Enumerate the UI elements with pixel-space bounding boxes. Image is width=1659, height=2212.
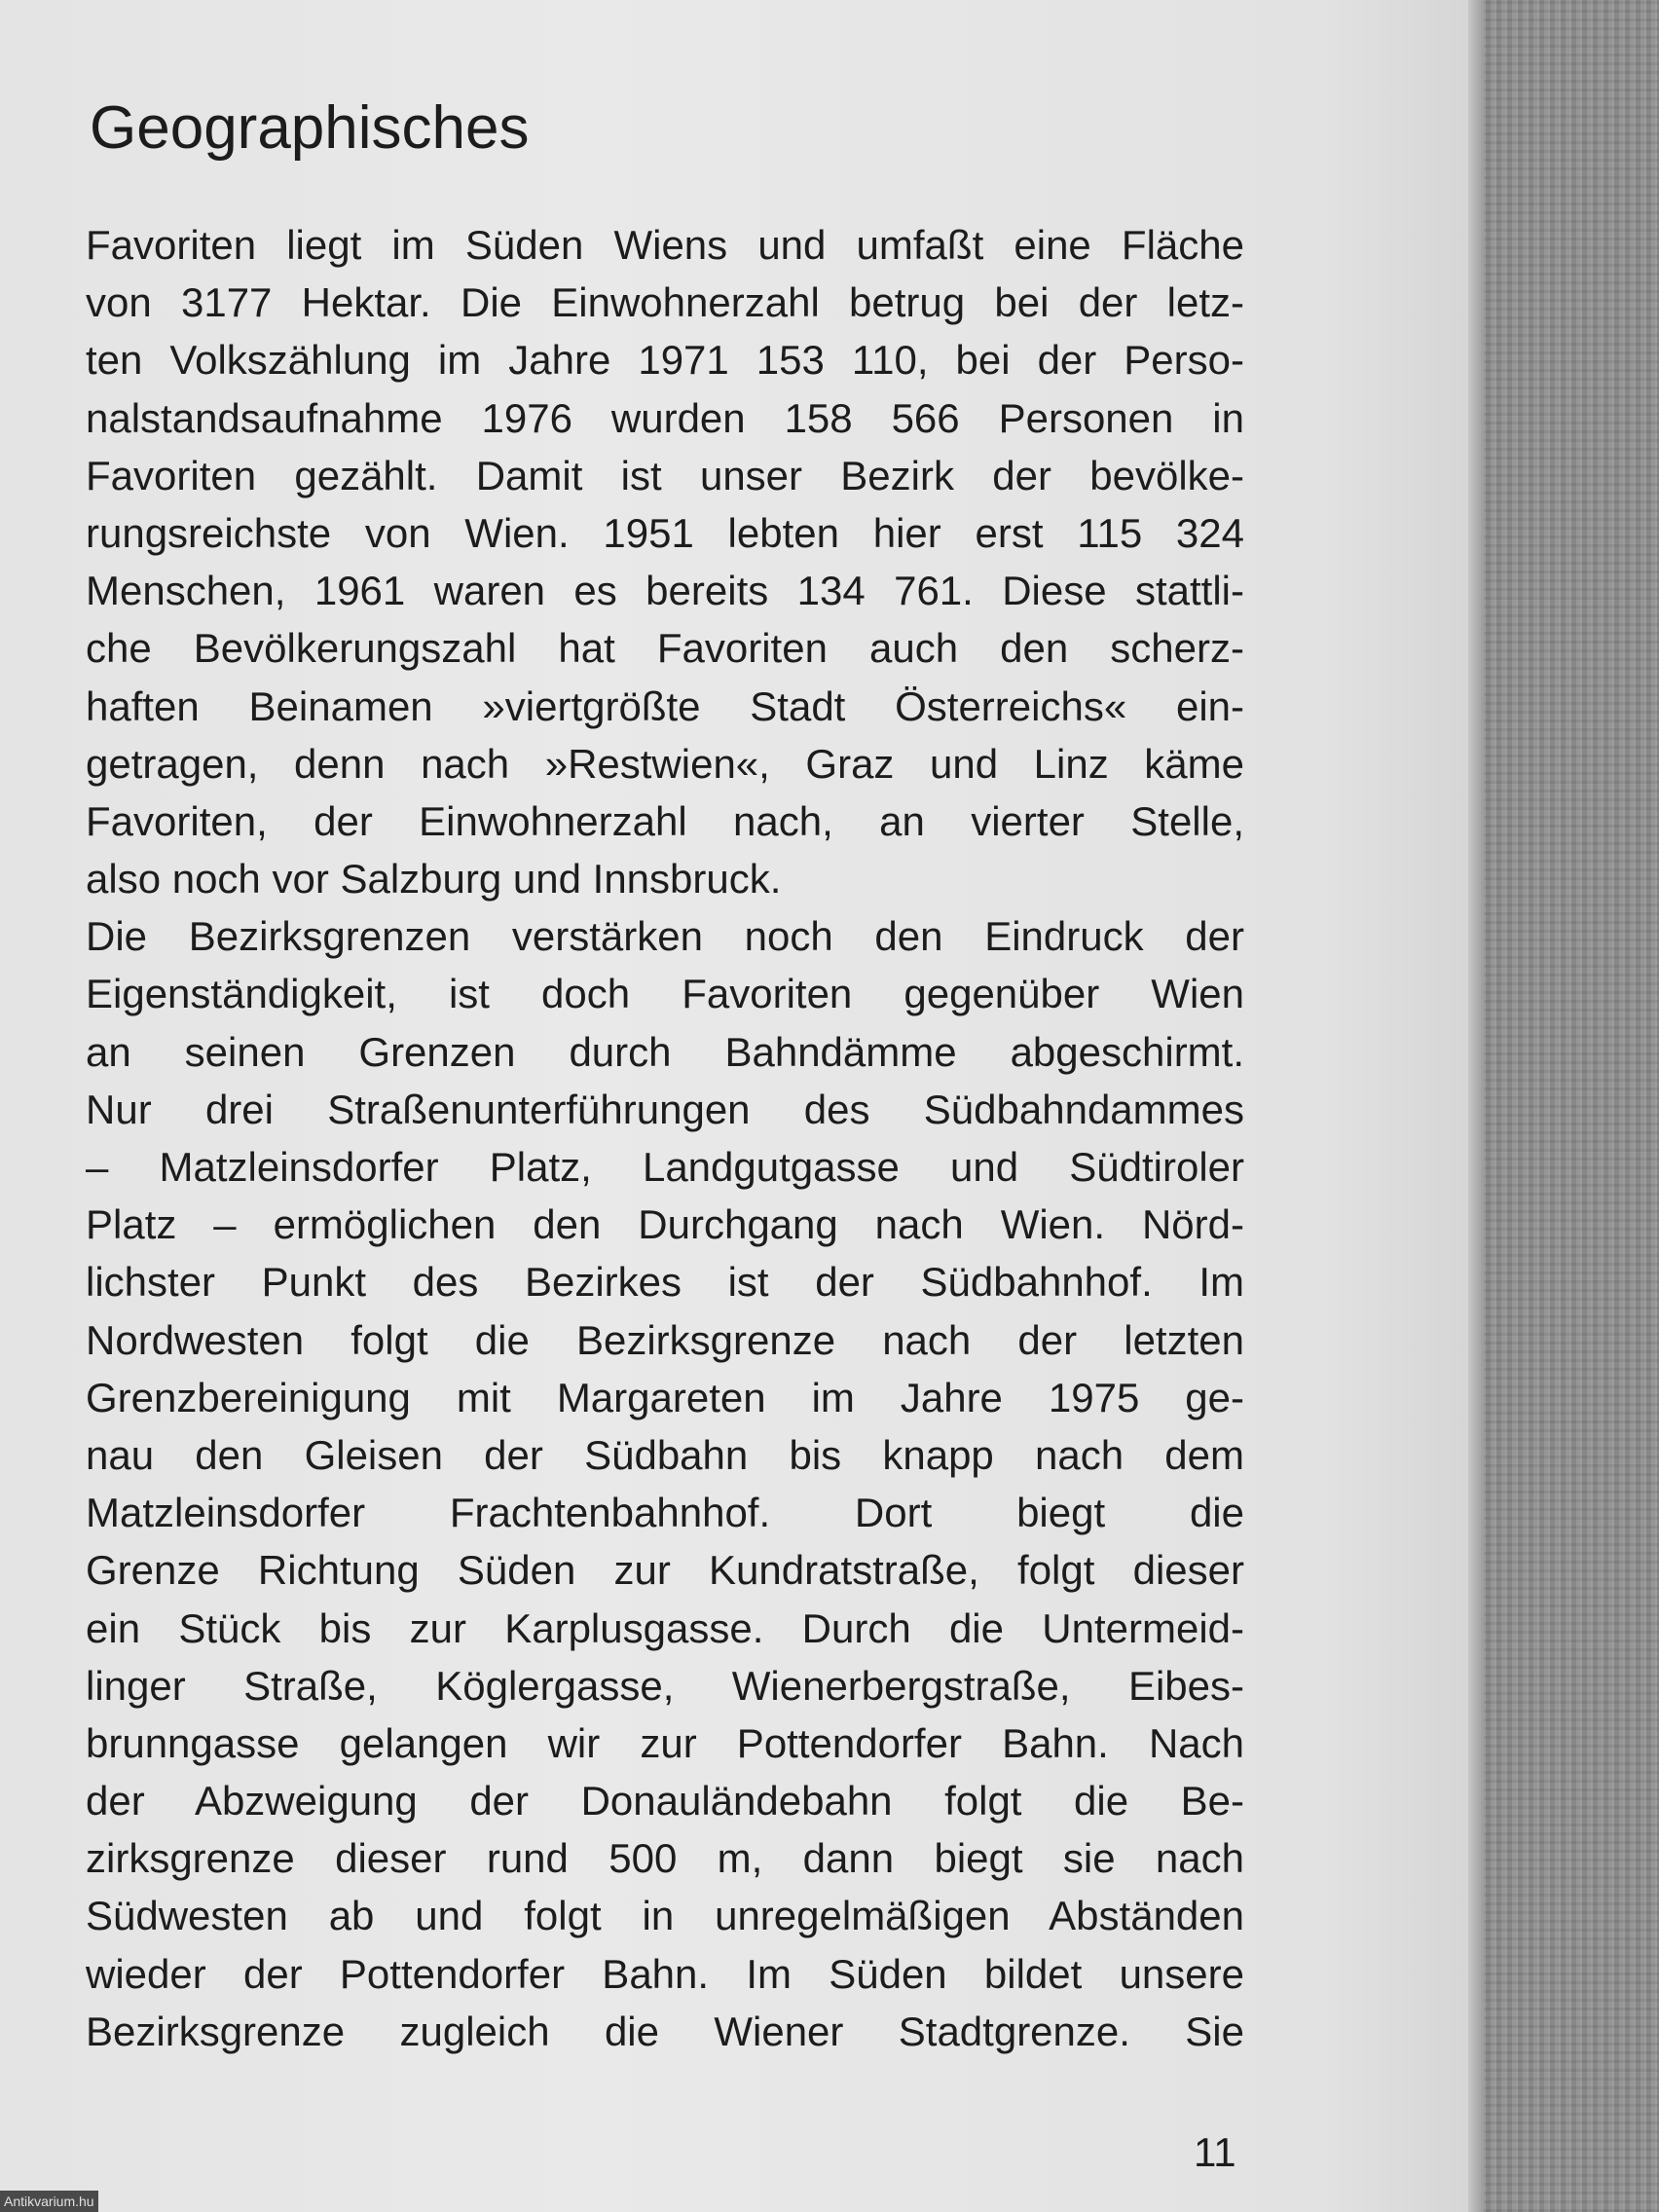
text-line: Favoriten, der Einwohnerzahl nach, an vierter Stelle, <box>86 797 1244 844</box>
text-line: nalstandsaufnahme 1976 wurden 158 566 Personen in <box>86 394 1244 441</box>
text-line: also noch vor Salzburg und Innsbruck. <box>86 856 782 903</box>
text-line: Südwesten ab und folgt in unregelmäßigen Abständen <box>86 1893 1244 1939</box>
text-line: Menschen, 1961 waren es bereits 134 761. Diese stattli- <box>86 568 1244 614</box>
text-line: Grenzbereinigung mit Margareten im Jahre 1975 ge- <box>86 1374 1244 1420</box>
text-line: Favoriten gezählt. Damit ist unser Bezirk der bevölke- <box>86 452 1244 498</box>
text-line: ein Stück bis zur Karplusgasse. Durch die Untermeid- <box>86 1604 1244 1651</box>
text-line: der Abzweigung der Donauländebahn folgt die Be- <box>86 1778 1244 1825</box>
text-line: Matzleinsdorfer Frachtenbahnhof. Dort biegt die <box>86 1490 1244 1536</box>
text-line: Favoriten liegt im Süden Wiens und umfaßt eine Fläche <box>86 222 1244 268</box>
text-line: brunngasse gelangen wir zur Pottendorfer Bahn. Nach <box>86 1719 1244 1766</box>
text-line: getragen, denn nach »Restwien«, Graz und Linz käme <box>86 740 1244 787</box>
body-text <box>86 216 1244 2060</box>
text-line: linger Straße, Köglergasse, Wienerbergstraße, Eibes- <box>86 1662 1244 1709</box>
text-line: zirksgrenze dieser rund 500 m, dann biegt sie nach <box>86 1835 1244 1882</box>
text-line: – Matzleinsdorfer Platz, Landgutgasse und Südtiroler <box>86 1144 1244 1190</box>
page-heading: Geographisches <box>90 94 530 162</box>
text-line: Bezirksgrenze zugleich die Wiener Stadtgrenze. Sie <box>86 2008 1244 2054</box>
page-number: 11 <box>1194 2129 1236 2175</box>
text-line: ten Volkszählung im Jahre 1971 153 110, bei der Perso- <box>86 337 1244 384</box>
background-surface <box>1484 0 1659 2212</box>
text-line: Platz – ermöglichen den Durchgang nach Wien. Nörd- <box>86 1201 1244 1248</box>
text-line: Nordwesten folgt die Bezirksgrenze nach der letzten <box>86 1316 1244 1363</box>
watermark: Antikvarium.hu <box>0 2191 98 2212</box>
text-line: lichster Punkt des Bezirkes ist der Südbahnhof. Im <box>86 1259 1244 1306</box>
text-line: che Bevölkerungszahl hat Favoriten auch den scherz- <box>86 625 1244 672</box>
text-line: rungsreichste von Wien. 1951 lebten hier erst 115 324 <box>86 509 1244 556</box>
text-line: Nur drei Straßenunterführungen des Südbahndammes <box>86 1086 1244 1132</box>
text-line: haften Beinamen »viertgrößte Stadt Österreichs« ein- <box>86 682 1244 729</box>
text-line: wieder der Pottendorfer Bahn. Im Süden bildet unsere <box>86 1950 1244 1997</box>
text-line: Die Bezirksgrenzen verstärken noch den Eindruck der <box>86 913 1244 960</box>
page-edge <box>1468 0 1484 2212</box>
text-line: von 3177 Hektar. Die Einwohnerzahl betrug bei der letz- <box>86 279 1244 326</box>
text-line: Grenze Richtung Süden zur Kundratstraße, folgt dieser <box>86 1547 1244 1594</box>
text-line: Eigenständigkeit, ist doch Favoriten gegenüber Wien <box>86 971 1244 1017</box>
text-line: an seinen Grenzen durch Bahndämme abgeschirmt. <box>86 1028 1244 1075</box>
text-line: nau den Gleisen der Südbahn bis knapp nach dem <box>86 1431 1244 1478</box>
